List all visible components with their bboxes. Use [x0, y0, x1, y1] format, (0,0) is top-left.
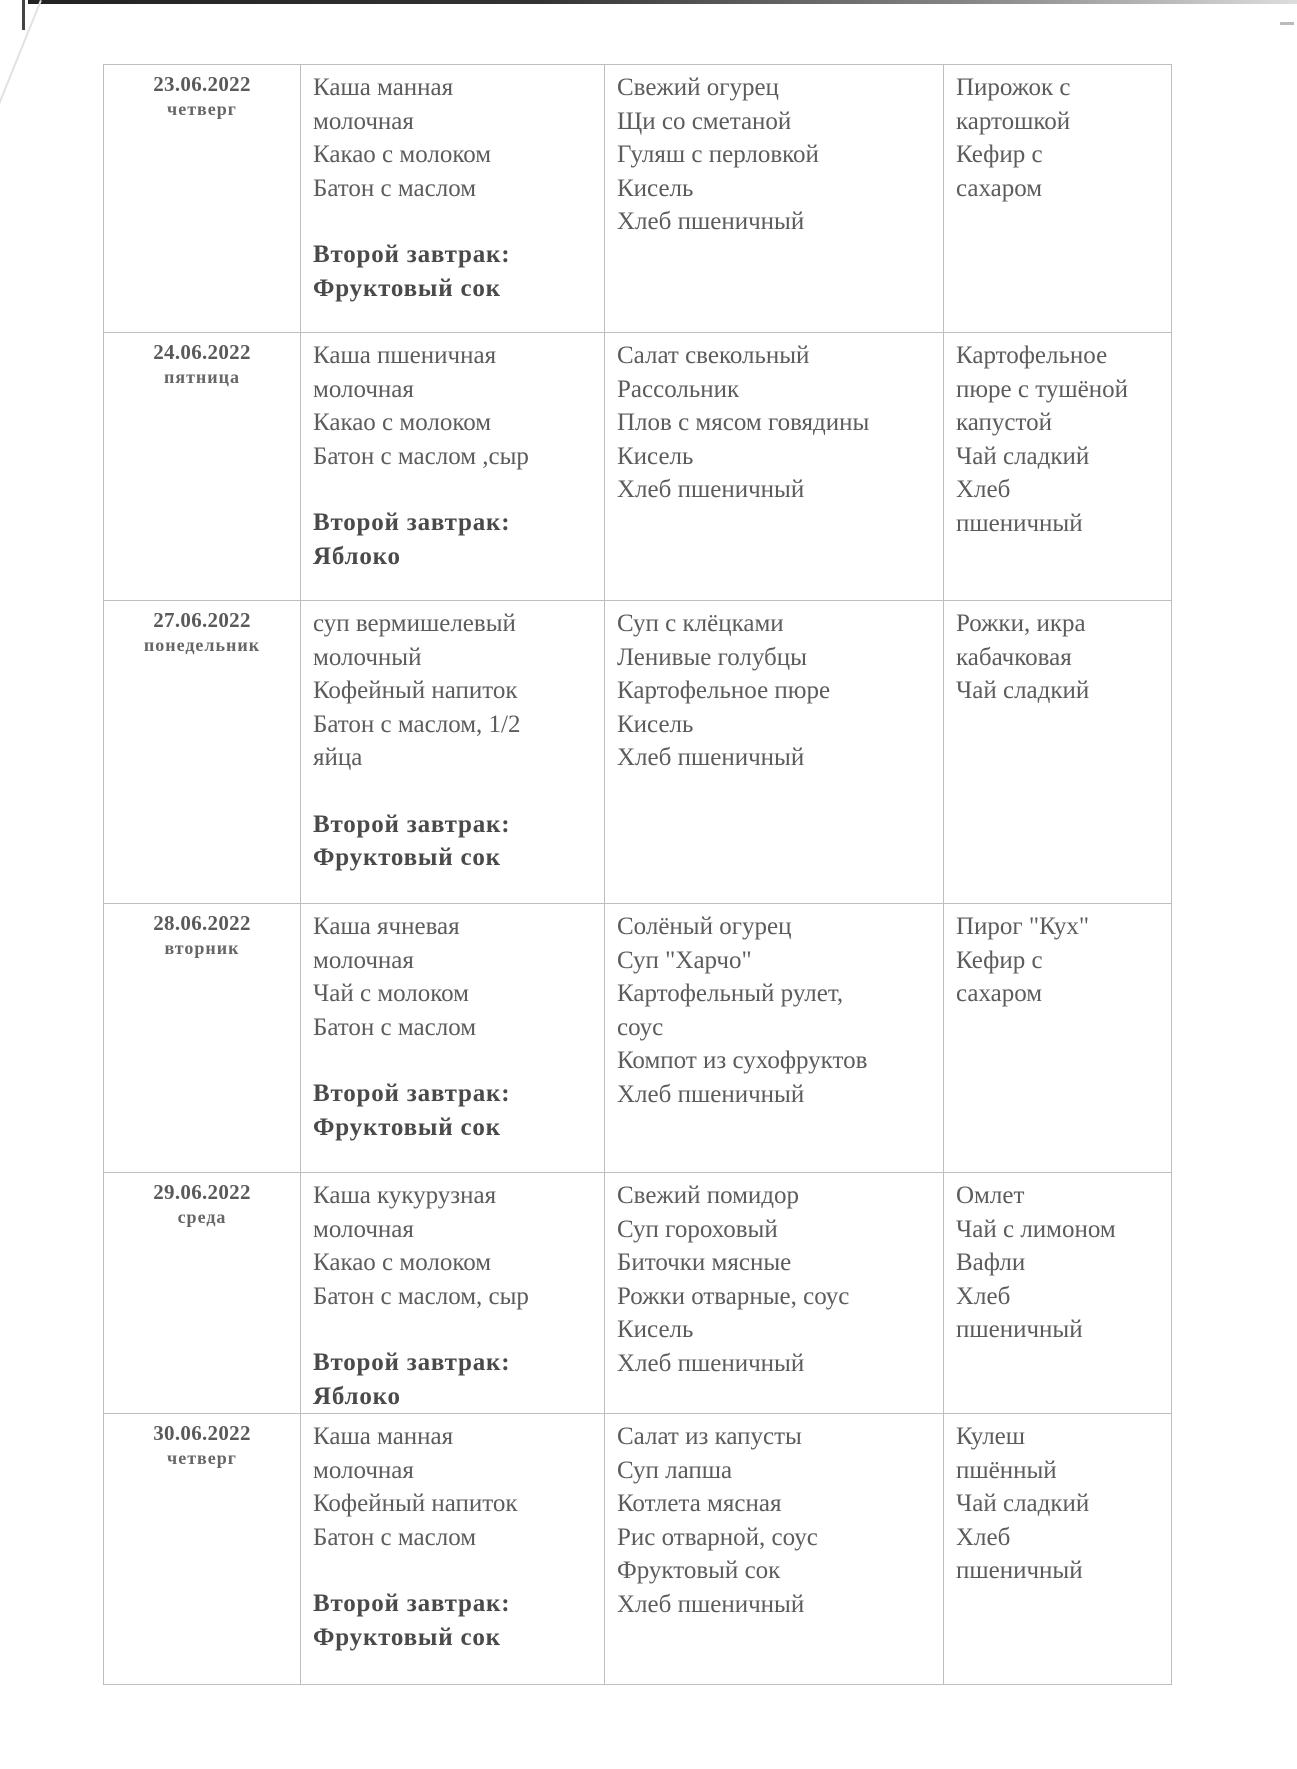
- lunch-item: Хлеб пшеничный: [617, 476, 805, 503]
- lunch-list: [605, 1173, 943, 1380]
- breakfast-list: [301, 1173, 604, 1413]
- breakfast-cell: [301, 1173, 605, 1414]
- snack-item: пюре с тушёной: [956, 375, 1128, 403]
- snack-item: Хлеб: [956, 476, 1011, 503]
- snack-item: Вафли: [956, 1249, 1026, 1276]
- day-weekday: вторник: [164, 938, 240, 958]
- snack-cell: [944, 601, 1172, 904]
- scan-edge-left: [22, 0, 25, 30]
- date-cell: [104, 1414, 301, 1685]
- scan-artifact-line: [0, 0, 42, 195]
- snack-item: Чай сладкий: [956, 442, 1090, 470]
- lunch-item: соус: [617, 1013, 664, 1041]
- breakfast-cell: [301, 65, 605, 333]
- lunch-item: Салат из капусты: [617, 1423, 802, 1450]
- snack-list: [944, 1173, 1171, 1347]
- second-breakfast-item: Яблоко: [313, 1382, 401, 1410]
- lunch-item: Картофельный рулет,: [617, 980, 844, 1007]
- lunch-item: Кисель: [617, 1316, 694, 1343]
- snack-item: картошкой: [956, 107, 1071, 135]
- breakfast-item: молочная: [313, 375, 414, 403]
- lunch-item: Хлеб пшеничный: [617, 1590, 805, 1618]
- breakfast-item: молочная: [313, 1456, 414, 1484]
- lunch-item: Фруктовый сок: [617, 1557, 781, 1584]
- second-breakfast-label: Второй завтрак:: [313, 1590, 511, 1617]
- lunch-list: [605, 65, 943, 239]
- snack-item: Хлеб: [956, 1282, 1011, 1310]
- menu-day-row: [104, 1173, 1172, 1414]
- breakfast-cell: [301, 601, 605, 904]
- day-weekday: четверг: [167, 99, 237, 119]
- snack-item: пшеничный: [956, 509, 1083, 537]
- snack-item: сахаром: [956, 174, 1043, 202]
- snack-item: Кулеш: [956, 1423, 1026, 1450]
- date-cell: [104, 904, 301, 1173]
- menu-table: [103, 64, 1172, 1685]
- snack-item: пшеничный: [956, 1316, 1083, 1343]
- breakfast-item: молочный: [313, 643, 422, 671]
- breakfast-item: яйца: [313, 744, 363, 771]
- snack-item: пшённый: [956, 1456, 1057, 1484]
- breakfast-item: Батон с маслом: [313, 1523, 477, 1551]
- second-breakfast-label: Второй завтрак:: [313, 810, 511, 838]
- breakfast-item: Какао с молоком: [313, 409, 492, 436]
- lunch-item: Кисель: [617, 174, 694, 202]
- breakfast-list: [301, 65, 604, 305]
- snack-item: Кефир с: [956, 946, 1043, 974]
- breakfast-item: Батон с маслом: [313, 174, 477, 202]
- breakfast-item: Каша ячневая: [313, 913, 460, 940]
- lunch-list: [605, 333, 943, 507]
- breakfast-cell: [301, 333, 605, 601]
- day-date: 29.06.2022: [153, 1180, 251, 1204]
- lunch-item: Кисель: [617, 442, 694, 470]
- lunch-item: Картофельное пюре: [617, 677, 831, 704]
- day-date: 27.06.2022: [153, 608, 251, 632]
- lunch-item: Щи со сметаной: [617, 107, 792, 135]
- second-breakfast-item: Яблоко: [313, 542, 401, 570]
- lunch-item: Кисель: [617, 710, 694, 738]
- date-cell: [104, 601, 301, 904]
- lunch-item: Компот из сухофруктов: [617, 1047, 868, 1074]
- day-weekday: среда: [177, 1207, 227, 1227]
- breakfast-item: Каша манная: [313, 74, 454, 101]
- lunch-cell: [605, 904, 944, 1173]
- second-breakfast-item: Фруктовый сок: [313, 1623, 501, 1651]
- day-date: 24.06.2022: [153, 340, 251, 364]
- snack-item: Картофельное: [956, 342, 1108, 369]
- breakfast-item: Батон с маслом: [313, 1013, 477, 1041]
- second-breakfast-label: Второй завтрак:: [313, 241, 511, 268]
- lunch-item: Свежий помидор: [617, 1182, 800, 1209]
- second-breakfast-label: Второй завтрак:: [313, 509, 511, 536]
- snack-item: Чай с лимоном: [956, 1215, 1116, 1243]
- snack-list: [944, 1414, 1171, 1588]
- snack-item: Омлет: [956, 1182, 1025, 1209]
- breakfast-item: суп вермишелевый: [313, 610, 516, 637]
- lunch-item: Котлета мясная: [617, 1490, 782, 1517]
- snack-item: Рожки, икра: [956, 610, 1086, 637]
- lunch-item: Хлеб пшеничный: [617, 1349, 805, 1377]
- lunch-cell: [605, 1414, 944, 1685]
- breakfast-item: Какао с молоком: [313, 1249, 492, 1276]
- breakfast-cell: [301, 904, 605, 1173]
- scan-artifact-mark: [1280, 22, 1294, 25]
- lunch-list: [605, 601, 943, 775]
- breakfast-item: молочная: [313, 946, 414, 974]
- lunch-item: Рассольник: [617, 375, 740, 403]
- second-breakfast-item: Фруктовый сок: [313, 274, 501, 302]
- second-breakfast-label: Второй завтрак:: [313, 1349, 511, 1376]
- lunch-list: [605, 1414, 943, 1621]
- menu-day-row: [104, 333, 1172, 601]
- snack-cell: [944, 904, 1172, 1173]
- snack-list: [944, 904, 1171, 1011]
- day-date: 30.06.2022: [153, 1421, 251, 1445]
- snack-item: Чай сладкий: [956, 1490, 1090, 1517]
- lunch-item: Хлеб пшеничный: [617, 208, 805, 235]
- snack-item: Чай сладкий: [956, 677, 1090, 704]
- snack-item: Пирог "Кух": [956, 913, 1090, 940]
- breakfast-item: Чай с молоком: [313, 980, 470, 1007]
- day-date: 28.06.2022: [153, 911, 251, 935]
- lunch-list: [605, 904, 943, 1111]
- day-date: 23.06.2022: [153, 72, 251, 96]
- snack-list: [944, 601, 1171, 708]
- snack-item: капустой: [956, 409, 1052, 436]
- lunch-item: Плов с мясом говядины: [617, 409, 870, 436]
- breakfast-item: Батон с маслом, 1/2: [313, 710, 521, 738]
- lunch-item: Хлеб пшеничный: [617, 744, 805, 771]
- lunch-item: Хлеб пшеничный: [617, 1080, 805, 1108]
- date-cell: [104, 65, 301, 333]
- snack-item: пшеничный: [956, 1557, 1083, 1584]
- lunch-item: Суп с клёцками: [617, 610, 784, 637]
- snack-item: сахаром: [956, 980, 1043, 1007]
- second-breakfast-label: Второй завтрак:: [313, 1080, 511, 1107]
- day-weekday: понедельник: [143, 635, 261, 655]
- breakfast-item: Какао с молоком: [313, 141, 492, 168]
- scan-edge-top: [28, 0, 1297, 4]
- lunch-item: Свежий огурец: [617, 74, 779, 101]
- second-breakfast-item: Фруктовый сок: [313, 1113, 501, 1141]
- breakfast-item: молочная: [313, 1215, 414, 1243]
- snack-list: [944, 65, 1171, 205]
- menu-day-row: [104, 601, 1172, 904]
- lunch-cell: [605, 333, 944, 601]
- day-weekday: четверг: [167, 1448, 237, 1468]
- breakfast-item: Каша кукурузная: [313, 1182, 497, 1209]
- lunch-item: Рожки отварные, соус: [617, 1282, 850, 1310]
- lunch-item: Ленивые голубцы: [617, 643, 807, 671]
- menu-day-row: [104, 1414, 1172, 1685]
- menu-day-row: [104, 904, 1172, 1173]
- lunch-item: Салат свекольный: [617, 342, 810, 369]
- lunch-item: Суп "Харчо": [617, 946, 752, 974]
- breakfast-item: Батон с маслом, сыр: [313, 1282, 529, 1310]
- lunch-item: Суп гороховый: [617, 1215, 778, 1243]
- lunch-item: Гуляш с перловкой: [617, 141, 819, 168]
- snack-item: кабачковая: [956, 643, 1072, 671]
- breakfast-list: [301, 601, 604, 875]
- breakfast-list: [301, 333, 604, 573]
- date-cell: [104, 1173, 301, 1414]
- breakfast-item: Кофейный напиток: [313, 1490, 518, 1517]
- lunch-item: Рис отварной, соус: [617, 1523, 818, 1551]
- lunch-item: Солёный огурец: [617, 913, 792, 940]
- breakfast-cell: [301, 1414, 605, 1685]
- lunch-cell: [605, 601, 944, 904]
- lunch-item: Биточки мясные: [617, 1249, 792, 1276]
- snack-cell: [944, 333, 1172, 601]
- menu-day-row: [104, 65, 1172, 333]
- breakfast-list: [301, 904, 604, 1144]
- day-weekday: пятница: [163, 367, 241, 387]
- breakfast-item: молочная: [313, 107, 414, 135]
- snack-item: Хлеб: [956, 1523, 1011, 1551]
- date-cell: [104, 333, 301, 601]
- snack-cell: [944, 65, 1172, 333]
- breakfast-item: Каша манная: [313, 1423, 454, 1450]
- breakfast-item: Батон с маслом ,сыр: [313, 442, 529, 470]
- breakfast-item: Кофейный напиток: [313, 677, 518, 704]
- lunch-cell: [605, 1173, 944, 1414]
- lunch-item: Суп лапша: [617, 1456, 733, 1484]
- breakfast-item: Каша пшеничная: [313, 342, 497, 369]
- snack-list: [944, 333, 1171, 540]
- snack-cell: [944, 1173, 1172, 1414]
- snack-cell: [944, 1414, 1172, 1685]
- second-breakfast-item: Фруктовый сок: [313, 844, 501, 871]
- lunch-cell: [605, 65, 944, 333]
- snack-item: Кефир с: [956, 141, 1043, 168]
- snack-item: Пирожок с: [956, 74, 1071, 101]
- breakfast-list: [301, 1414, 604, 1654]
